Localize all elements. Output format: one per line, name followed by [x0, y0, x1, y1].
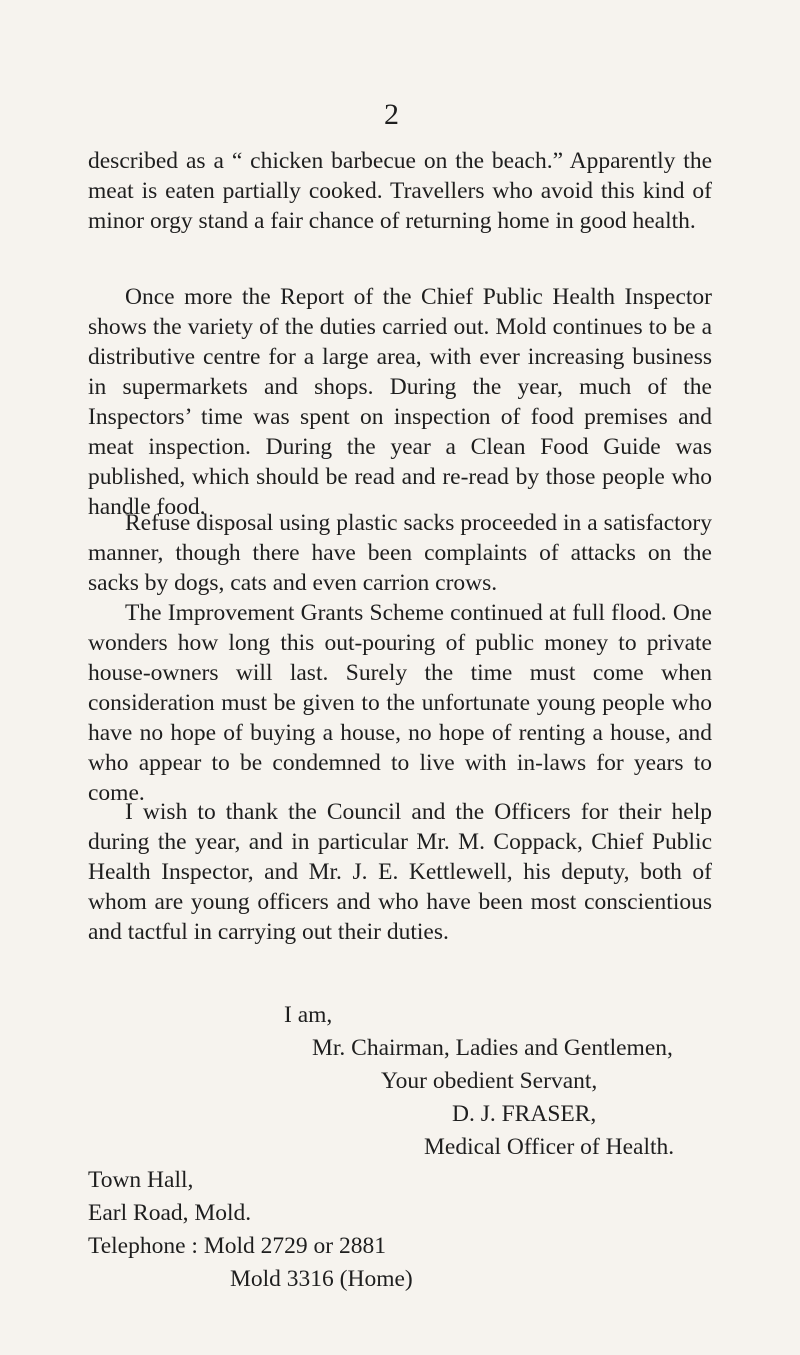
address-telephone: Telephone : Mold 2729 or 2881	[88, 1233, 386, 1259]
paragraph-thanks: I wish to thank the Council and the Officers for their help during the year, and in particular Mr. M. Coppack, Chief Public Health Inspector, and Mr. J. E. Kettlewell, his deputy, both of whom are young officers and who have been most conscientious and tactful in carrying out their duties.	[88, 799, 712, 945]
paragraph-barbecue: described as a “ chicken barbecue on the beach.” Apparently the meat is eaten partially cooked. Travellers who avoid this kind of minor orgy stand a fair chance of returning home in good health.	[88, 148, 712, 234]
closing-i-am: I am,	[284, 1002, 333, 1028]
paragraph-improvement-grants: The Improvement Grants Scheme continued at full flood. One wonders how long this out-pouring of public money to private house-owners will last. Surely the time must come when consideration must be given to the unfortunate young people who have no hope of buying a house, no hope of renting a house, and who appear to be condemned to live with in-laws for years to come.	[88, 600, 712, 806]
address-town-hall: Town Hall,	[88, 1167, 194, 1193]
closing-obedient-servant: Your obedient Servant,	[381, 1068, 598, 1094]
signature-title: Medical Officer of Health.	[424, 1134, 675, 1160]
paragraph-refuse-disposal: Refuse disposal using plastic sacks proceeded in a satisfactory manner, though there have been complaints of attacks on the sacks by dogs, cats and even carrion crows.	[88, 510, 712, 596]
address-street: Earl Road, Mold.	[88, 1200, 252, 1226]
paragraph-health-inspector-report: Once more the Report of the Chief Public Health Inspector shows the variety of the duties carried out. Mold continues to be a distributive centre for a large area, with ever increasing business in supermarkets and shops. During the year, much of the Inspectors’ time was spent on inspection of food premises and meat inspection. During the year a Clean Food Guide was published, which should be read and re-read by those people who handle food.	[88, 284, 712, 520]
page-number: 2	[384, 98, 399, 131]
closing-salutation: Mr. Chairman, Ladies and Gentlemen,	[312, 1035, 673, 1061]
address-telephone-home: Mold 3316 (Home)	[230, 1266, 413, 1292]
signature-name: D. J. FRASER,	[452, 1101, 597, 1127]
